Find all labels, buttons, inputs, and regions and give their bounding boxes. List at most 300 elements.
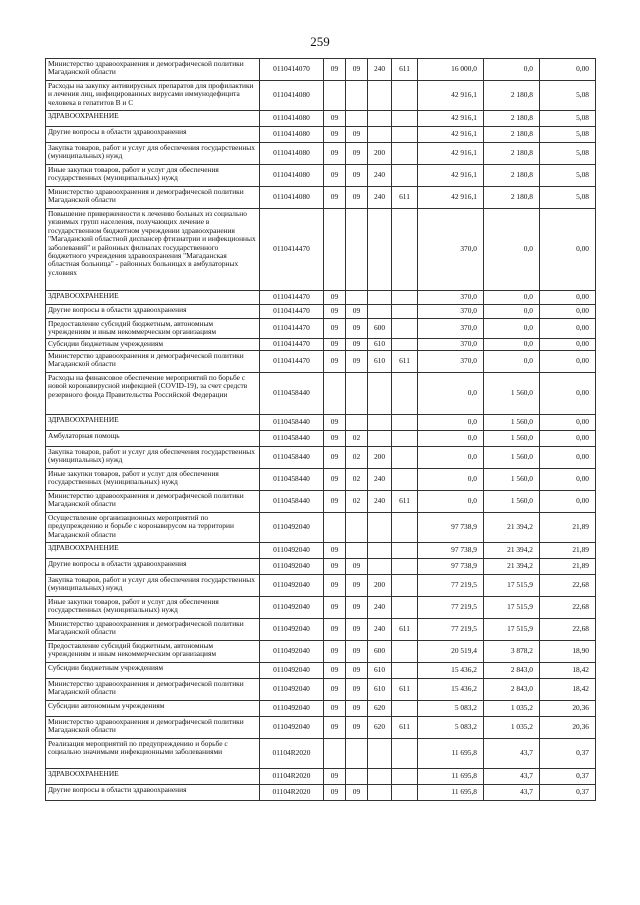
row-name: Иные закупки товаров, работ и услуг для обеспечения государственных (муниципальных) нужд <box>46 165 260 187</box>
row-executed: 3 878,2 <box>484 641 540 663</box>
row-target-code: 0110492040 <box>260 597 324 619</box>
row-percent: 21,89 <box>540 543 596 559</box>
row-percent: 0,00 <box>540 447 596 469</box>
row-planned: 370,0 <box>418 209 484 291</box>
row-executed: 1 560,0 <box>484 491 540 513</box>
row-target-code: 0110492040 <box>260 619 324 641</box>
row-target-code: 0110458440 <box>260 373 324 415</box>
row-percent: 5,08 <box>540 143 596 165</box>
row-section: 09 <box>324 575 346 597</box>
row-section: 09 <box>324 701 346 717</box>
row-percent: 18,90 <box>540 641 596 663</box>
row-subsection <box>346 111 368 127</box>
row-admin-code: 611 <box>392 351 418 373</box>
row-subsection: 09 <box>346 597 368 619</box>
row-target-code: 0110492040 <box>260 559 324 575</box>
table-row <box>46 165 596 187</box>
table-body <box>46 59 596 801</box>
row-section: 09 <box>324 165 346 187</box>
row-expense-type: 240 <box>368 165 392 187</box>
row-target-code: 0110492040 <box>260 679 324 701</box>
row-planned: 97 738,9 <box>418 559 484 575</box>
row-admin-code <box>392 373 418 415</box>
row-name: Министерство здравоохранения и демографической политики Магаданской области <box>46 717 260 739</box>
row-planned: 97 738,9 <box>418 543 484 559</box>
table-row <box>46 339 596 351</box>
row-planned: 5 083,2 <box>418 701 484 717</box>
row-executed: 1 035,2 <box>484 701 540 717</box>
row-expense-type <box>368 513 392 543</box>
row-percent: 5,08 <box>540 111 596 127</box>
row-admin-code <box>392 319 418 339</box>
row-admin-code <box>392 143 418 165</box>
row-subsection: 09 <box>346 641 368 663</box>
row-percent: 0,00 <box>540 291 596 305</box>
table-row <box>46 491 596 513</box>
row-subsection <box>346 543 368 559</box>
row-admin-code <box>392 111 418 127</box>
row-subsection: 09 <box>346 165 368 187</box>
row-expense-type: 240 <box>368 597 392 619</box>
row-expense-type <box>368 373 392 415</box>
row-planned: 0,0 <box>418 469 484 491</box>
table-row <box>46 319 596 339</box>
row-percent: 0,37 <box>540 769 596 785</box>
row-planned: 42 916,1 <box>418 127 484 143</box>
row-subsection <box>346 769 368 785</box>
row-admin-code <box>392 641 418 663</box>
row-target-code: 0110492040 <box>260 663 324 679</box>
row-planned: 20 519,4 <box>418 641 484 663</box>
row-section: 09 <box>324 543 346 559</box>
row-planned: 0,0 <box>418 447 484 469</box>
row-admin-code <box>392 575 418 597</box>
row-subsection: 09 <box>346 59 368 81</box>
row-expense-type: 240 <box>368 619 392 641</box>
row-executed: 2 180,8 <box>484 81 540 111</box>
row-section: 09 <box>324 447 346 469</box>
row-executed: 0,0 <box>484 209 540 291</box>
row-expense-type: 240 <box>368 469 392 491</box>
row-section: 09 <box>324 187 346 209</box>
row-executed: 43,7 <box>484 785 540 801</box>
row-expense-type <box>368 785 392 801</box>
row-section: 09 <box>324 491 346 513</box>
row-expense-type <box>368 559 392 575</box>
row-executed: 0,0 <box>484 319 540 339</box>
row-name: ЗДРАВООХРАНЕНИЕ <box>46 543 260 559</box>
budget-table <box>45 58 596 801</box>
row-subsection: 02 <box>346 431 368 447</box>
row-percent: 0,00 <box>540 339 596 351</box>
row-percent: 22,68 <box>540 597 596 619</box>
row-section: 09 <box>324 619 346 641</box>
table-row <box>46 641 596 663</box>
row-target-code: 0110414470 <box>260 305 324 319</box>
table-row <box>46 431 596 447</box>
row-name: Министерство здравоохранения и демографической политики Магаданской области <box>46 619 260 641</box>
row-percent: 0,00 <box>540 431 596 447</box>
row-subsection <box>346 81 368 111</box>
table-row <box>46 373 596 415</box>
row-executed: 2 843,0 <box>484 663 540 679</box>
row-admin-code <box>392 447 418 469</box>
row-name: ЗДРАВООХРАНЕНИЕ <box>46 769 260 785</box>
row-target-code: 0110492040 <box>260 701 324 717</box>
row-executed: 0,0 <box>484 291 540 305</box>
row-section: 09 <box>324 431 346 447</box>
row-admin-code: 611 <box>392 491 418 513</box>
table-row <box>46 717 596 739</box>
row-name: Расходы на закупку антивирусных препаратов для профилактики и лечения лиц, инфицированных вирусами иммунодефицита человека в гепатитов В и С <box>46 81 260 111</box>
row-percent: 5,08 <box>540 187 596 209</box>
row-percent: 0,00 <box>540 59 596 81</box>
row-executed: 43,7 <box>484 769 540 785</box>
row-admin-code <box>392 339 418 351</box>
row-admin-code <box>392 785 418 801</box>
row-subsection: 09 <box>346 351 368 373</box>
table-row <box>46 415 596 431</box>
row-executed: 1 560,0 <box>484 431 540 447</box>
row-name: Амбулаторная помощь <box>46 431 260 447</box>
row-target-code: 0110414470 <box>260 351 324 373</box>
table-row <box>46 597 596 619</box>
row-target-code: 0110492040 <box>260 717 324 739</box>
row-percent: 0,00 <box>540 351 596 373</box>
row-subsection <box>346 209 368 291</box>
row-planned: 15 436,2 <box>418 679 484 701</box>
row-admin-code: 611 <box>392 717 418 739</box>
table-row <box>46 513 596 543</box>
row-section: 09 <box>324 415 346 431</box>
row-name: ЗДРАВООХРАНЕНИЕ <box>46 415 260 431</box>
row-name: Субсидии бюджетным учреждениям <box>46 663 260 679</box>
row-expense-type: 200 <box>368 143 392 165</box>
table-row <box>46 575 596 597</box>
row-name: Другие вопросы в области здравоохранения <box>46 785 260 801</box>
row-admin-code <box>392 291 418 305</box>
row-name: Расходы на финансовое обеспечение мероприятий по борьбе с новой коронавирусной инфекцией (COVID-19), за счет средств резервного фонда Правительства Российской Федерации <box>46 373 260 415</box>
row-admin-code <box>392 663 418 679</box>
row-executed: 17 515,9 <box>484 619 540 641</box>
row-section: 09 <box>324 469 346 491</box>
row-expense-type <box>368 305 392 319</box>
row-planned: 5 083,2 <box>418 717 484 739</box>
row-executed: 2 180,8 <box>484 165 540 187</box>
row-expense-type <box>368 543 392 559</box>
row-section: 09 <box>324 351 346 373</box>
row-subsection <box>346 291 368 305</box>
row-subsection: 09 <box>346 319 368 339</box>
row-target-code: 01104R2020 <box>260 785 324 801</box>
row-admin-code <box>392 305 418 319</box>
row-section: 09 <box>324 305 346 319</box>
row-section: 09 <box>324 59 346 81</box>
row-subsection: 02 <box>346 469 368 491</box>
row-executed: 0,0 <box>484 339 540 351</box>
row-percent: 5,08 <box>540 127 596 143</box>
row-planned: 42 916,1 <box>418 165 484 187</box>
row-target-code: 0110458440 <box>260 491 324 513</box>
row-planned: 11 695,8 <box>418 769 484 785</box>
row-target-code: 0110414080 <box>260 127 324 143</box>
row-admin-code: 611 <box>392 679 418 701</box>
row-name: Другие вопросы в области здравоохранения <box>46 559 260 575</box>
row-name: Закупка товаров, работ и услуг для обеспечения государственных (муниципальных) нужд <box>46 143 260 165</box>
row-admin-code <box>392 469 418 491</box>
row-percent: 18,42 <box>540 679 596 701</box>
row-target-code: 0110414470 <box>260 339 324 351</box>
row-admin-code <box>392 431 418 447</box>
row-target-code: 01104R2020 <box>260 739 324 769</box>
row-name: Субсидии бюджетным учреждениям <box>46 339 260 351</box>
row-section: 09 <box>324 291 346 305</box>
row-expense-type: 600 <box>368 319 392 339</box>
row-expense-type <box>368 739 392 769</box>
row-expense-type: 620 <box>368 717 392 739</box>
row-name: Министерство здравоохранения и демографической политики Магаданской области <box>46 59 260 81</box>
table-row <box>46 209 596 291</box>
row-executed: 0,0 <box>484 351 540 373</box>
row-expense-type <box>368 415 392 431</box>
row-section: 09 <box>324 717 346 739</box>
row-subsection: 09 <box>346 785 368 801</box>
row-executed: 2 180,8 <box>484 187 540 209</box>
row-subsection <box>346 513 368 543</box>
row-planned: 77 219,5 <box>418 619 484 641</box>
row-percent: 20,36 <box>540 701 596 717</box>
row-target-code: 0110492040 <box>260 513 324 543</box>
row-executed: 0,0 <box>484 305 540 319</box>
row-percent: 0,37 <box>540 739 596 769</box>
row-planned: 11 695,8 <box>418 785 484 801</box>
row-subsection: 09 <box>346 143 368 165</box>
row-subsection: 09 <box>346 619 368 641</box>
row-planned: 42 916,1 <box>418 187 484 209</box>
table-row <box>46 663 596 679</box>
row-section: 09 <box>324 111 346 127</box>
row-expense-type <box>368 769 392 785</box>
row-name: Предоставление субсидий бюджетным, автономным учреждениям и иным некоммерческим организациям <box>46 319 260 339</box>
table-row <box>46 619 596 641</box>
row-planned: 42 916,1 <box>418 143 484 165</box>
row-target-code: 0110414080 <box>260 165 324 187</box>
row-planned: 77 219,5 <box>418 597 484 619</box>
row-expense-type: 610 <box>368 679 392 701</box>
row-name: Министерство здравоохранения и демографической политики Магаданской области <box>46 187 260 209</box>
row-name: Предоставление субсидий бюджетным, автономным учреждениям и иным некоммерческим организациям <box>46 641 260 663</box>
row-name: Закупка товаров, работ и услуг для обеспечения государственных (муниципальных) нужд <box>46 447 260 469</box>
row-admin-code <box>392 769 418 785</box>
row-subsection <box>346 415 368 431</box>
row-target-code: 0110414470 <box>260 209 324 291</box>
row-subsection: 02 <box>346 447 368 469</box>
row-target-code: 0110458440 <box>260 469 324 491</box>
row-percent: 0,00 <box>540 491 596 513</box>
row-planned: 370,0 <box>418 319 484 339</box>
row-executed: 2 843,0 <box>484 679 540 701</box>
row-planned: 97 738,9 <box>418 513 484 543</box>
table-row <box>46 59 596 81</box>
row-executed: 1 035,2 <box>484 717 540 739</box>
row-target-code: 0110458440 <box>260 431 324 447</box>
row-admin-code <box>392 209 418 291</box>
row-section: 09 <box>324 785 346 801</box>
row-planned: 370,0 <box>418 291 484 305</box>
row-target-code: 0110414470 <box>260 291 324 305</box>
row-planned: 77 219,5 <box>418 575 484 597</box>
table-row <box>46 769 596 785</box>
row-subsection: 09 <box>346 127 368 143</box>
row-subsection: 09 <box>346 663 368 679</box>
row-planned: 0,0 <box>418 431 484 447</box>
table-row <box>46 701 596 717</box>
row-section <box>324 81 346 111</box>
row-section: 09 <box>324 663 346 679</box>
row-subsection <box>346 373 368 415</box>
row-percent: 21,89 <box>540 559 596 575</box>
row-executed: 0,0 <box>484 59 540 81</box>
row-name: Министерство здравоохранения и демографической политики Магаданской области <box>46 351 260 373</box>
row-name: Реализация мероприятий по предупреждению и борьбе с социально значимыми инфекционными заболеваниями <box>46 739 260 769</box>
row-expense-type <box>368 127 392 143</box>
row-executed: 1 560,0 <box>484 373 540 415</box>
row-expense-type <box>368 81 392 111</box>
row-expense-type <box>368 291 392 305</box>
table-row <box>46 111 596 127</box>
row-executed: 17 515,9 <box>484 597 540 619</box>
row-section <box>324 739 346 769</box>
table-row <box>46 447 596 469</box>
row-section <box>324 513 346 543</box>
row-section: 09 <box>324 339 346 351</box>
row-executed: 1 560,0 <box>484 447 540 469</box>
row-target-code: 0110414080 <box>260 187 324 209</box>
row-section: 09 <box>324 143 346 165</box>
row-admin-code <box>392 81 418 111</box>
row-percent: 0,00 <box>540 415 596 431</box>
row-section: 09 <box>324 319 346 339</box>
row-target-code: 0110492040 <box>260 543 324 559</box>
row-target-code: 0110414070 <box>260 59 324 81</box>
row-name: Иные закупки товаров, работ и услуг для обеспечения государственных (муниципальных) нужд <box>46 597 260 619</box>
row-name: Другие вопросы в области здравоохранения <box>46 127 260 143</box>
table-row <box>46 469 596 491</box>
row-subsection: 09 <box>346 187 368 209</box>
row-admin-code: 611 <box>392 187 418 209</box>
row-executed: 21 394,2 <box>484 559 540 575</box>
row-expense-type: 240 <box>368 187 392 209</box>
row-planned: 0,0 <box>418 373 484 415</box>
row-subsection: 09 <box>346 339 368 351</box>
row-expense-type <box>368 431 392 447</box>
row-executed: 2 180,8 <box>484 143 540 165</box>
row-percent: 5,08 <box>540 165 596 187</box>
row-name: Министерство здравоохранения и демографической политики Магаданской области <box>46 491 260 513</box>
row-executed: 17 515,9 <box>484 575 540 597</box>
row-section: 09 <box>324 641 346 663</box>
row-executed: 2 180,8 <box>484 111 540 127</box>
row-subsection: 09 <box>346 559 368 575</box>
row-expense-type: 240 <box>368 59 392 81</box>
row-target-code: 0110492040 <box>260 641 324 663</box>
row-percent: 0,00 <box>540 319 596 339</box>
row-target-code: 0110414080 <box>260 143 324 165</box>
table-row <box>46 679 596 701</box>
row-planned: 16 000,0 <box>418 59 484 81</box>
row-target-code: 0110458440 <box>260 447 324 469</box>
table-row <box>46 143 596 165</box>
row-subsection: 09 <box>346 575 368 597</box>
row-executed: 43,7 <box>484 739 540 769</box>
row-name: Закупка товаров, работ и услуг для обеспечения государственных (муниципальных) нужд <box>46 575 260 597</box>
table-row <box>46 739 596 769</box>
row-admin-code <box>392 597 418 619</box>
row-executed: 1 560,0 <box>484 415 540 431</box>
row-percent: 22,68 <box>540 575 596 597</box>
row-section <box>324 373 346 415</box>
row-percent: 0,00 <box>540 373 596 415</box>
row-percent: 22,68 <box>540 619 596 641</box>
row-expense-type <box>368 111 392 127</box>
row-target-code: 0110414470 <box>260 319 324 339</box>
row-expense-type: 620 <box>368 701 392 717</box>
row-name: ЗДРАВООХРАНЕНИЕ <box>46 111 260 127</box>
row-expense-type: 610 <box>368 339 392 351</box>
row-target-code: 0110492040 <box>260 575 324 597</box>
table-row <box>46 785 596 801</box>
table-row <box>46 305 596 319</box>
row-subsection: 09 <box>346 701 368 717</box>
table-row <box>46 351 596 373</box>
row-percent: 18,42 <box>540 663 596 679</box>
table-row <box>46 291 596 305</box>
row-name: Осуществление организационных мероприятий по предупреждению и борьбе с коронавирусом на территории Магаданской области <box>46 513 260 543</box>
row-percent: 0,00 <box>540 209 596 291</box>
table-row <box>46 187 596 209</box>
row-expense-type: 240 <box>368 491 392 513</box>
row-subsection: 09 <box>346 717 368 739</box>
row-planned: 42 916,1 <box>418 111 484 127</box>
row-expense-type: 200 <box>368 447 392 469</box>
row-expense-type <box>368 209 392 291</box>
row-planned: 15 436,2 <box>418 663 484 679</box>
page-number: 259 <box>310 34 330 49</box>
row-planned: 370,0 <box>418 305 484 319</box>
row-expense-type: 610 <box>368 663 392 679</box>
row-name: Субсидии автономным учреждениям <box>46 701 260 717</box>
row-executed: 2 180,8 <box>484 127 540 143</box>
row-planned: 370,0 <box>418 339 484 351</box>
row-admin-code <box>392 543 418 559</box>
row-percent: 21,89 <box>540 513 596 543</box>
row-section <box>324 209 346 291</box>
row-target-code: 0110414080 <box>260 81 324 111</box>
row-expense-type: 600 <box>368 641 392 663</box>
row-executed: 21 394,2 <box>484 513 540 543</box>
table-row <box>46 559 596 575</box>
row-section: 09 <box>324 127 346 143</box>
row-planned: 0,0 <box>418 491 484 513</box>
row-section: 09 <box>324 597 346 619</box>
row-name: Другие вопросы в области здравоохранения <box>46 305 260 319</box>
row-planned: 42 916,1 <box>418 81 484 111</box>
row-section: 09 <box>324 679 346 701</box>
row-admin-code <box>392 701 418 717</box>
row-name: Повышение приверженности к лечению больных из социально уязвимых групп населения, получающих лечение в государственном бюджетном учреждении здравоохранения "Магаданский областной диспансер фтизиатрии и инфекционных заболеваний" и районных филиалах государственного бюджетного учреждения здравоохранения "Магаданская областная больница" - районных больницах в амбулаторных условиях <box>46 209 260 291</box>
row-target-code: 0110414080 <box>260 111 324 127</box>
row-admin-code: 611 <box>392 619 418 641</box>
